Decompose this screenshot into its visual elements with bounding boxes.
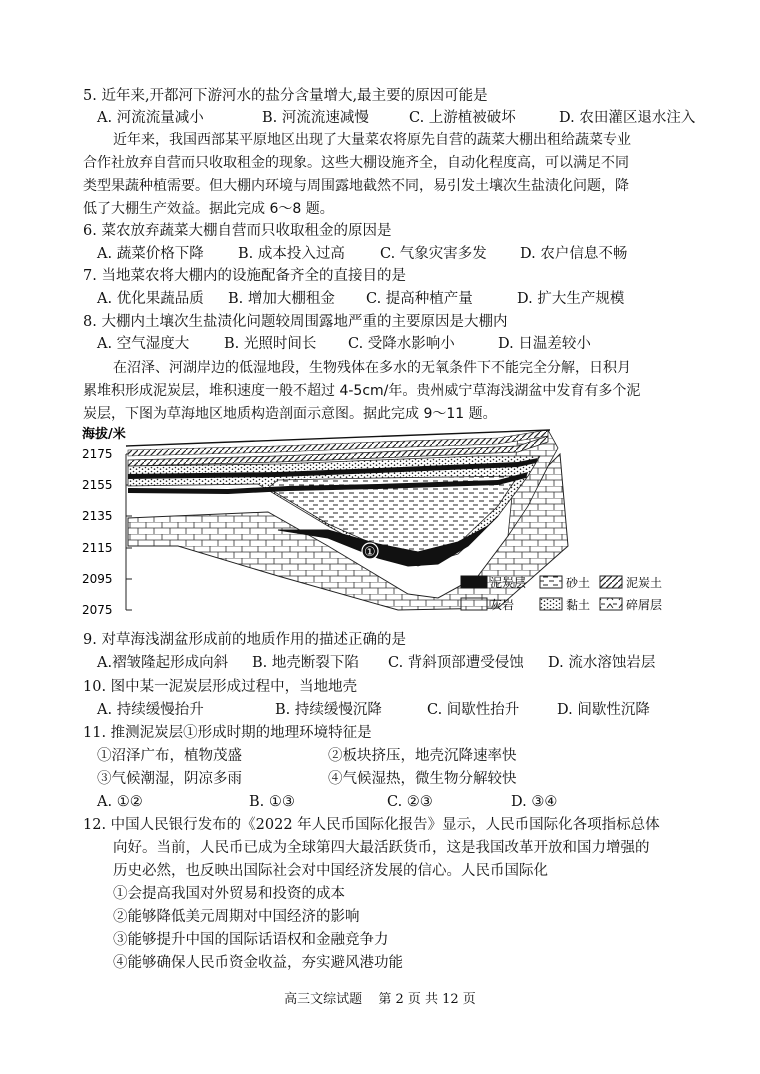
y-tick-label: 2175 [82, 447, 113, 461]
legend-swatch-peat-soil [600, 576, 622, 588]
q5-option-c: C. 上游植被破坏 [409, 110, 516, 126]
q10-option-d: D. 间歇性沉降 [557, 702, 650, 718]
q7-option-c: C. 提高种植产量 [366, 291, 473, 307]
footer-page-number: 第 2 页 共 12 页 [378, 992, 476, 1007]
y-tick-label: 2155 [82, 478, 113, 492]
y-tick-label: 2095 [82, 572, 113, 586]
passage2-line: 炭层，下图为草海地区地质构造剖面示意图。据此完成 9～11 题。 [83, 406, 497, 422]
y-axis-label: 海拔/米 [82, 427, 126, 442]
q12-item: ②能够降低美元周期对中国经济的影响 [113, 909, 360, 925]
legend-swatch-debris [600, 598, 622, 610]
q11-item: ①沼泽广布，植物茂盛 [97, 748, 242, 764]
legend-label-clay: 黏土 [566, 598, 591, 612]
q11-option-c: C. ②③ [387, 794, 433, 810]
legend-swatch-clay [540, 598, 562, 610]
q5-option-a: A. 河流流量减小 [97, 110, 204, 126]
y-tick-label: 2075 [82, 603, 113, 617]
q5-stem: 5. 近年来,开都河下游河水的盐分含量增大,最主要的原因可能是 [83, 88, 488, 104]
q12-stem-line: 12. 中国人民银行发布的《2022 年人民币国际化报告》显示，人民币国际化各项指标总体 [83, 817, 660, 833]
q8-options [97, 334, 591, 354]
passage1-line: 类型果蔬种植需要。但大棚内环境与周围露地截然不同，易引发土壤次生盐渍化问题，降 [83, 178, 629, 194]
legend-label-peat: 泥炭层 [490, 576, 527, 590]
q12-item: ④能够确保人民币资金收益，夯实避风港功能 [113, 955, 403, 971]
q12-stem-line: 向好。当前，人民币已成为全球第四大最活跃货币，这是我国改革开放和国力增强的 [113, 840, 650, 856]
y-tick-label: 2135 [82, 509, 113, 523]
q10-option-c: C. 间歇性抬升 [427, 702, 520, 718]
footer-title: 高三文综试题 [284, 992, 363, 1007]
q7-stem: 7. 当地菜农将大棚内的设施配备齐全的直接目的是 [83, 268, 406, 284]
q9-option-b: B. 地壳断裂下陷 [252, 655, 359, 671]
peat-marker-label: ① [364, 545, 376, 560]
q6-options [97, 244, 627, 264]
q6-option-b: B. 成本投入过高 [238, 246, 345, 262]
q12-item: ③能够提升中国的国际话语权和金融竞争力 [113, 932, 389, 948]
q11-option-d: D. ③④ [511, 794, 558, 810]
passage2-line: 在沼泽、河湖岸边的低湿地段，生物残体在多水的无氧条件下不能完全分解，日积月 [113, 360, 631, 376]
page-footer [0, 988, 760, 1007]
q7-option-d: D. 扩大生产规模 [517, 291, 625, 307]
q6-option-c: C. 气象灾害多发 [380, 246, 487, 262]
q9-option-a: A.褶皱隆起形成向斜 [97, 655, 229, 671]
q11-option-a: A. ①② [97, 794, 143, 810]
q11-stem: 11. 推测泥炭层①形成时期的地理环境特征是 [83, 725, 372, 741]
y-tick-label: 2115 [82, 541, 113, 555]
q11-options [97, 792, 557, 812]
geologic-cross-section-diagram [78, 426, 698, 618]
q5-options [97, 108, 695, 128]
q5-option-d: D. 农田灌区退水注入 [559, 110, 696, 126]
q6-option-d: D. 农户信息不畅 [520, 246, 628, 262]
legend-label-sand: 砂土 [566, 576, 591, 590]
q7-option-a: A. 优化果蔬品质 [97, 291, 204, 307]
q11-item: ④气候湿热，微生物分解较快 [328, 771, 517, 787]
q9-option-d: D. 流水溶蚀岩层 [548, 655, 656, 671]
q7-option-b: B. 增加大棚租金 [228, 291, 335, 307]
q6-option-a: A. 蔬菜价格下降 [97, 246, 204, 262]
q8-option-d: D. 日温差较小 [498, 336, 591, 352]
legend-swatch-sand [540, 576, 562, 588]
q7-options [97, 289, 624, 309]
q11-option-b: B. ①③ [249, 794, 295, 810]
q6-stem: 6. 菜农放弃蔬菜大棚自营而只收取租金的原因是 [83, 223, 392, 239]
legend-label-debris: 碎屑层 [626, 598, 663, 612]
passage1-line: 近年来，我国西部某平原地区出现了大量菜农将原先自营的蔬菜大棚出租给蔬菜专业 [113, 132, 631, 148]
q9-stem: 9. 对草海浅湖盆形成前的地质作用的描述正确的是 [83, 632, 406, 648]
q11-item: ③气候潮湿，阴凉多雨 [97, 771, 242, 787]
q10-option-a: A. 持续缓慢抬升 [97, 702, 204, 718]
legend-swatch-limestone [461, 598, 487, 610]
legend-swatch-peat [461, 576, 487, 588]
q9-options [97, 653, 655, 673]
q8-option-a: A. 空气湿度大 [97, 336, 190, 352]
q8-stem: 8. 大棚内土壤次生盐渍化问题较周围露地严重的主要原因是大棚内 [83, 314, 508, 330]
q8-option-b: B. 光照时间长 [224, 336, 317, 352]
q5-option-b: B. 河流流速减慢 [262, 110, 369, 126]
legend-label-peat-soil: 泥炭土 [626, 576, 663, 590]
q12-stem-line: 历史必然，也反映出国际社会对中国经济发展的信心。人民币国际化 [113, 863, 548, 879]
q10-option-b: B. 持续缓慢沉降 [275, 702, 382, 718]
q10-stem: 10. 图中某一泥炭层形成过程中，当地地壳 [83, 679, 358, 695]
q12-item: ①会提高我国对外贸易和投资的成本 [113, 886, 345, 902]
q10-options [97, 700, 650, 720]
passage1-line: 合作社放弃自营而只收取租金的现象。这些大棚设施齐全，自动化程度高，可以满足不同 [83, 155, 629, 171]
q9-option-c: C. 背斜顶部遭受侵蚀 [388, 655, 524, 671]
passage2-line: 累堆积形成泥炭层，堆积速度一般不超过 4-5cm/年。贵州威宁草海浅湖盆中发育有多个泥 [83, 383, 641, 399]
y-ticks [82, 447, 132, 617]
legend-label-limestone: 灰岩 [490, 598, 515, 612]
q8-option-c: C. 受降水影响小 [348, 336, 455, 352]
q11-item: ②板块挤压，地壳沉降速率快 [328, 748, 517, 764]
passage1-line: 低了大棚生产效益。据此完成 6～8 题。 [83, 201, 334, 217]
